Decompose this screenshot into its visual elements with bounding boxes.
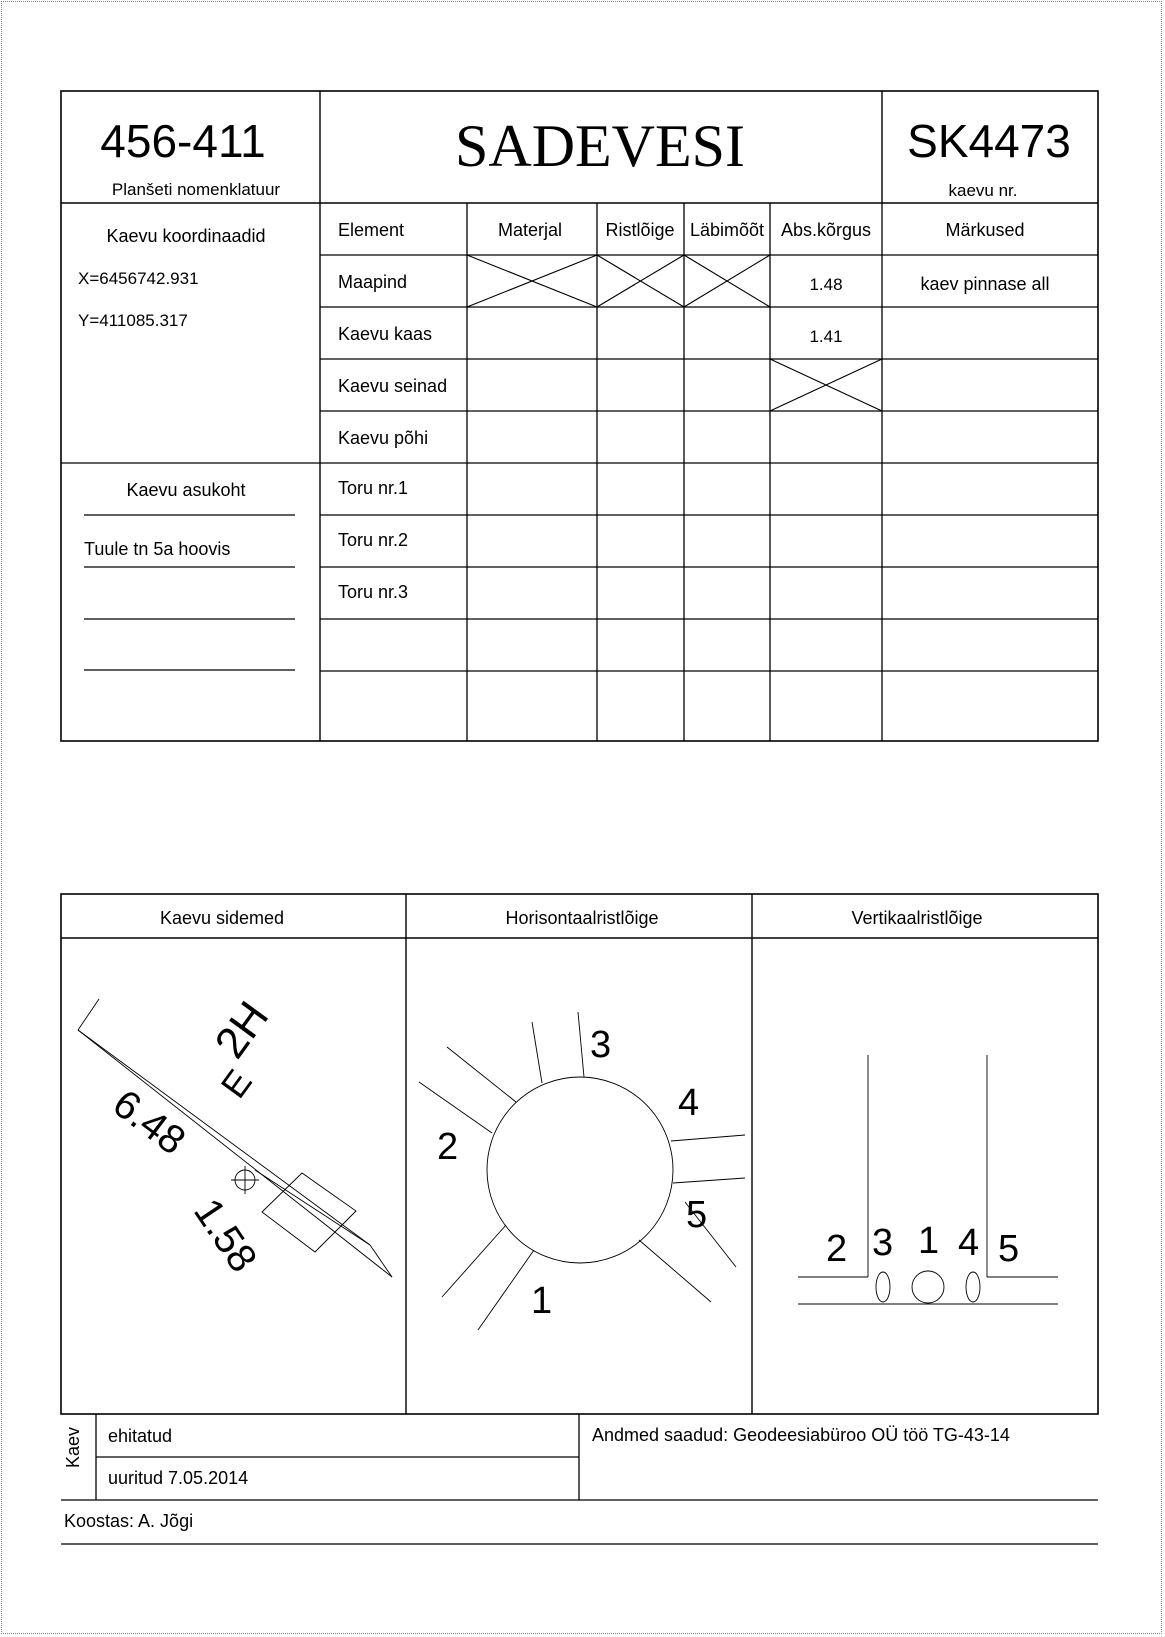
row-notes: kaev pinnase all [920,274,1050,294]
well-number: SK4473 [907,115,1071,167]
footer-author: Koostas: A. Jõgi [64,1511,194,1531]
horizontal-pipe-4: 4 [678,1082,700,1124]
ties-label-2h: 2H [205,992,279,1068]
panel-title-ties: Kaevu sidemed [159,908,285,928]
header-abs-height: Abs.kõrgus [780,220,872,240]
header-material: Materjal [497,220,563,240]
row-abs-height: 1.48 [809,275,843,294]
horizontal-pipe-2: 2 [437,1126,459,1168]
sheet-number: 456-411 [100,115,266,167]
well-label: kaevu nr. [948,181,1018,200]
vertical-pipe-1: 1 [918,1220,940,1262]
coordinate-x: X=6456742.931 [78,269,199,288]
row-element: Maapind [338,272,408,292]
header-cross-section: Ristlõige [605,220,675,240]
ties-label-e: E [212,1061,260,1106]
row-element: Kaevu seinad [338,376,448,396]
horizontal-pipe-3: 3 [590,1024,612,1066]
horizontal-pipe-1: 1 [531,1280,553,1322]
page-title: SADEVESI [454,113,746,179]
row-abs-height: 1.41 [809,327,843,346]
panel-title-vertical: Vertikaalristlõige [851,908,983,928]
row-element: Kaevu kaas [338,324,433,344]
vertical-pipe-4: 4 [958,1222,980,1264]
location-line: Tuule tn 5a hoovis [84,539,231,559]
header-element: Element [338,220,405,240]
location-label: Kaevu asukoht [126,480,246,500]
row-element: Toru nr.2 [338,530,409,550]
header-notes: Märkused [945,220,1025,240]
footer-side-label: Kaev [63,1426,83,1468]
ties-distance-2: 1.58 [185,1190,266,1281]
row-element: Toru nr.3 [338,582,409,602]
vertical-pipe-2: 2 [826,1228,848,1270]
horizontal-section-sketch [419,1012,745,1330]
footer-source: Andmed saadud: Geodeesiabüroo OÜ töö TG-43-14 [592,1425,1010,1445]
sheet-label: Planšeti nomenklatuur [111,180,281,199]
vertical-pipe-3: 3 [872,1222,894,1264]
footer-surveyed: uuritud 7.05.2014 [108,1468,249,1488]
row-element: Kaevu põhi [338,428,429,448]
ties-distance-1: 6.48 [104,1081,194,1164]
horizontal-pipe-5: 5 [686,1194,708,1236]
row-element: Toru nr.1 [338,478,409,498]
coordinate-y: Y=411085.317 [78,311,188,330]
vertical-pipe-5: 5 [998,1228,1020,1270]
header-diameter: Läbimõõt [689,220,765,240]
footer-built: ehitatud [108,1426,173,1446]
coordinates-label: Kaevu koordinaadid [106,226,266,246]
panel-title-horizontal: Horisontaalristlõige [505,908,659,928]
